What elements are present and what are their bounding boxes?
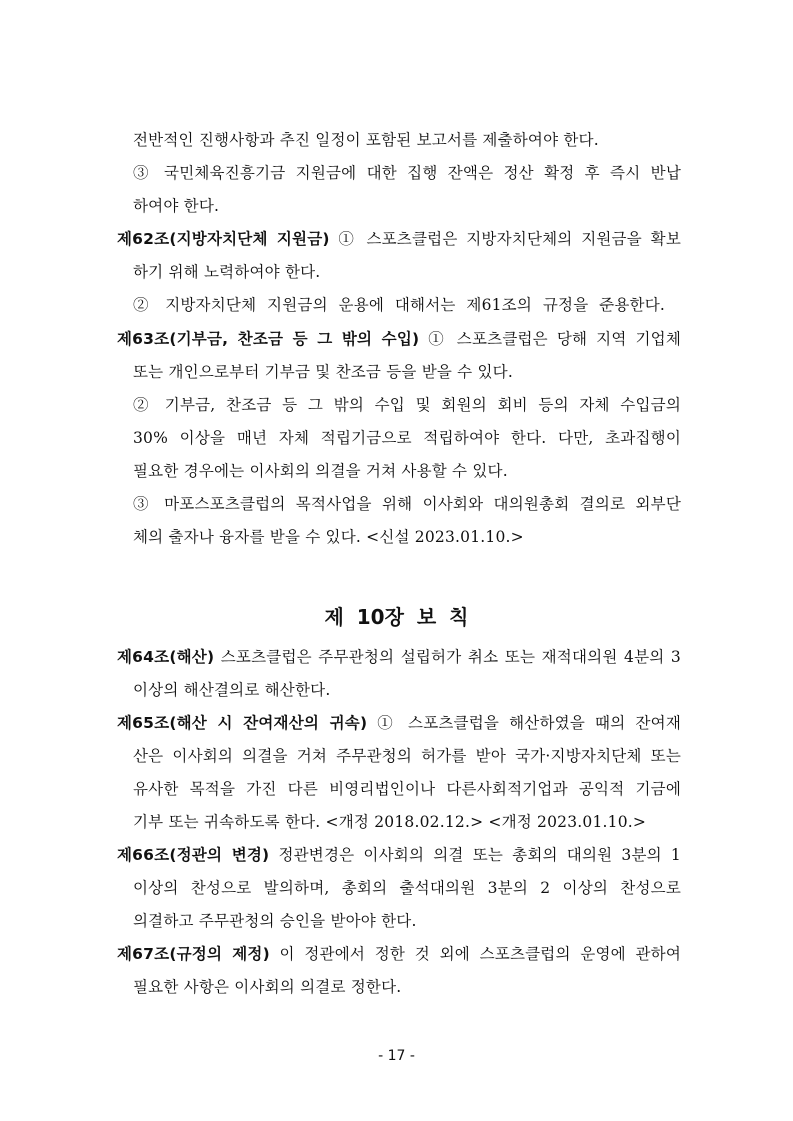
chapter-heading: 제 10장 보 칙 (324, 605, 469, 629)
article-65-line-1 (117, 713, 681, 733)
text: 산은 이사회의 의결을 거쳐 주무관청의 허가를 받아 국가·지방자치단체 또는 (133, 747, 681, 765)
text-line (133, 680, 330, 700)
text: ② 기부금, 찬조금 등 그 밖의 수입 및 회원의 회비 등의 자체 수입금의 (133, 396, 681, 414)
text-line (133, 395, 681, 415)
article-64-title: 제64조(해산) (117, 648, 215, 666)
text-line (133, 262, 320, 282)
text: ③ 국민체육진흥기금 지원금에 대한 집행 잔액은 정산 확정 후 즉시 반납 (133, 164, 681, 182)
article-67-line-1 (117, 944, 681, 964)
text: 전반적인 진행사항과 추진 일정이 포함된 보고서를 제출하여야 한다. (133, 131, 599, 149)
text-line (133, 878, 681, 898)
article-64-line-1 (117, 647, 681, 667)
page-number: - 17 - (378, 1048, 415, 1064)
article-62-line-1 (117, 229, 681, 249)
article-65-title: 제65조(해산 시 잔여재산의 귀속) (117, 714, 368, 732)
text-line (133, 295, 665, 315)
text: ② 지방자치단체 지원금의 운용에 대해서는 제61조의 규정을 준용한다. (133, 296, 665, 314)
text-line (133, 911, 417, 931)
text: 의결하고 주무관청의 승인을 받아야 한다. (133, 912, 417, 930)
article-66-line-1 (117, 845, 681, 865)
text: 이상의 해산결의로 해산한다. (133, 681, 331, 699)
text: 하기 위해 노력하여야 한다. (133, 263, 321, 281)
text: ① 스포츠클럽을 해산하였을 때의 잔여재 (367, 714, 681, 732)
text-line (133, 527, 524, 547)
text: 유사한 목적을 가진 다른 비영리법인이나 다른사회적기업과 공익적 기금에 (133, 780, 681, 798)
text-line (133, 461, 508, 481)
text: 정관변경은 이사회의 의결 또는 총회의 대의원 3분의 1 (269, 846, 681, 864)
text-line (133, 779, 681, 799)
article-66-title: 제66조(정관의 변경) (117, 846, 270, 864)
text: 스포츠클럽은 주무관청의 설립허가 취소 또는 재적대의원 4분의 3 (214, 648, 681, 666)
text: 또는 개인으로부터 기부금 및 찬조금 등을 받을 수 있다. (133, 363, 513, 381)
text-line (133, 130, 599, 150)
text-line (133, 163, 681, 183)
text: 필요한 경우에는 이사회의 의결을 거쳐 사용할 수 있다. (133, 462, 508, 480)
text: 필요한 사항은 이사회의 의결로 정한다. (133, 978, 402, 996)
text: 이 정관에서 정한 것 외에 스포츠클럽의 운영에 관하여 (269, 945, 681, 963)
article-62-title: 제62조(지방자치단체 지원금) (117, 230, 330, 248)
text-line (133, 746, 681, 766)
text: ① 스포츠클럽은 지방자치단체의 지원금을 확보 (329, 230, 681, 248)
text: 기부 또는 귀속하도록 한다. <개정 2018.02.12.> <개정 2023.01.10.> (133, 813, 647, 831)
text: ① 스포츠클럽은 당해 지역 기업체 (419, 330, 681, 348)
text-line (133, 428, 681, 448)
article-63-line-1 (117, 329, 681, 349)
text-line (133, 196, 219, 216)
text: 30% 이상을 매년 자체 적립기금으로 적립하여야 한다. 다만, 초과집행이 (133, 429, 681, 447)
text: 이상의 찬성으로 발의하며, 총회의 출석대의원 3분의 2 이상의 찬성으로 (133, 879, 681, 897)
article-67-title: 제67조(규정의 제정) (117, 945, 270, 963)
text-line (133, 977, 401, 997)
text-line (133, 812, 646, 832)
article-63-title: 제63조(기부금, 찬조금 등 그 밖의 수입) (117, 330, 420, 348)
text-line (133, 494, 681, 514)
text: ③ 마포스포츠클럽의 목적사업을 위해 이사회와 대의원총회 결의로 외부단 (133, 495, 681, 513)
text: 하여야 한다. (133, 197, 220, 215)
text: 체의 출자나 융자를 받을 수 있다. <신설 2023.01.10.> (133, 528, 524, 546)
text-line (133, 362, 513, 382)
